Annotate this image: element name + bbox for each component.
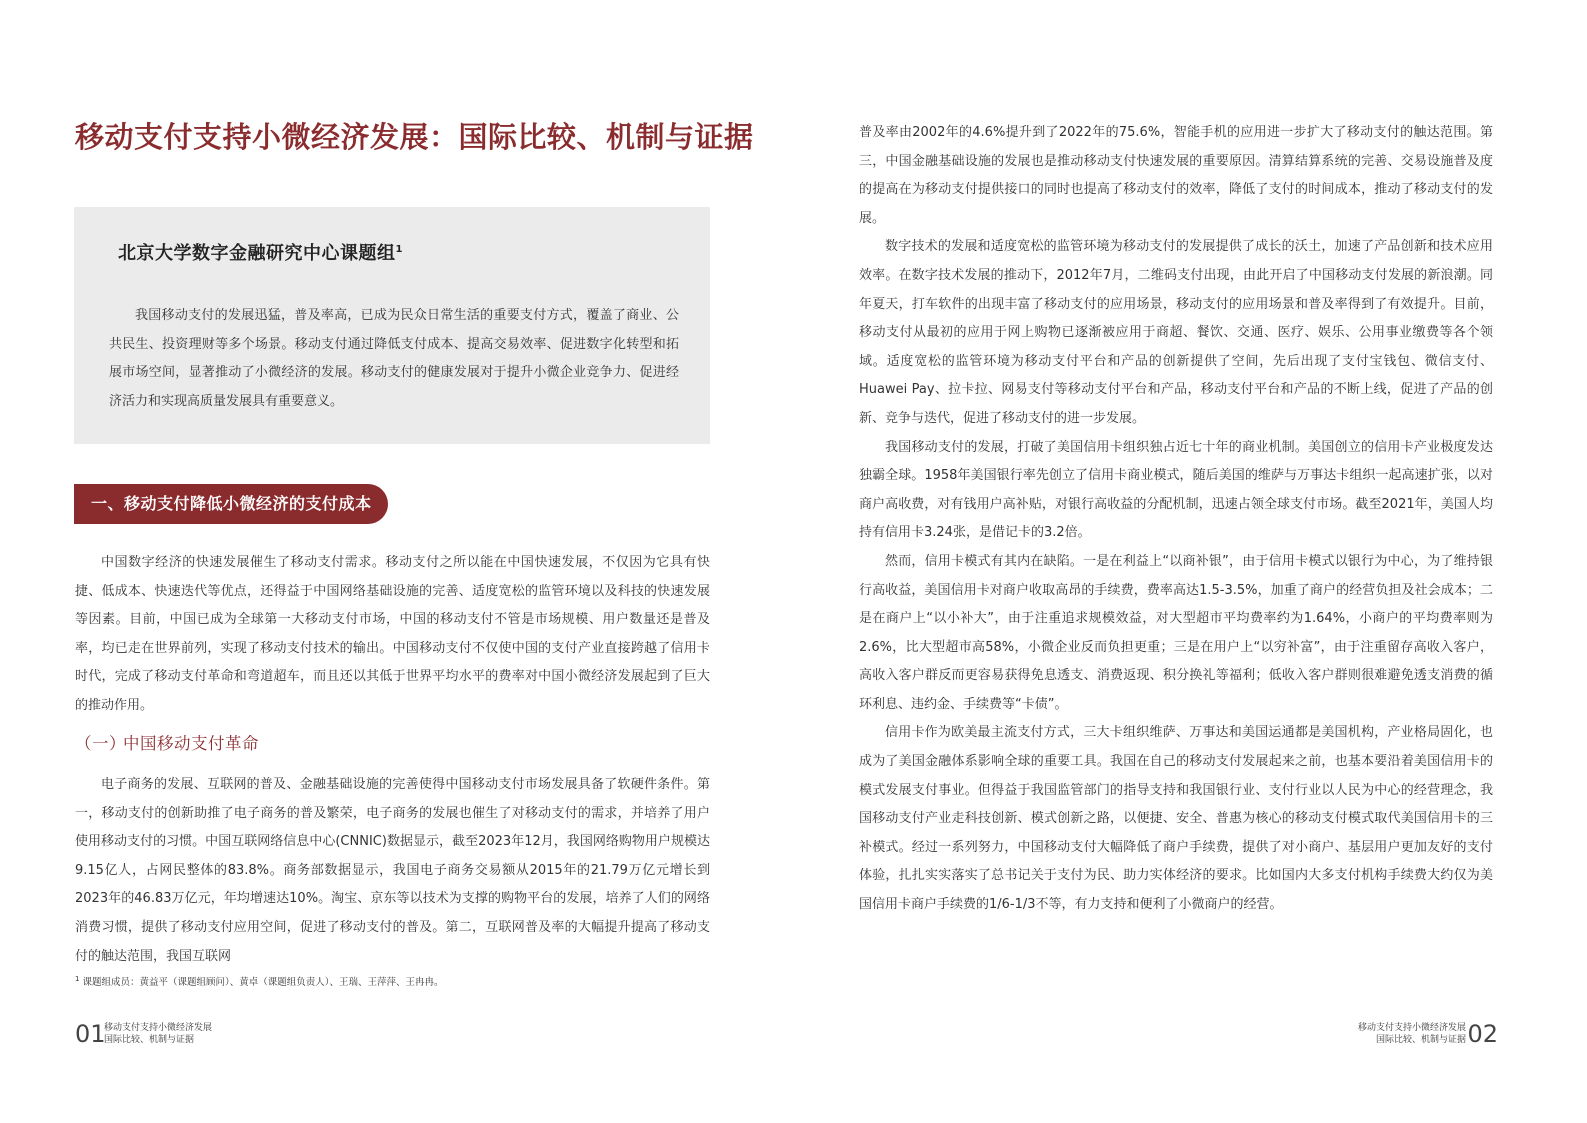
subsection-heading <box>75 730 259 754</box>
right-paragraph-1: 普及率由2002年的4.6%提升到了2022年的75.6%，智能手机的应用进一步扩大了移动支付的触达范围。第三，中国金融基础设施的发展也是推动移动支付快速发展的重要原因。清算结算系统的完善、交易设施普及度的提高在为移动支付提供接口的同时也提高了移动支付的效率，降低了支付的时间成本，推动了移动支付的发展。 <box>859 125 1493 226</box>
right-running-title-line1: 移动支付支持小微经济发展 <box>1357 1023 1466 1033</box>
right-running-title-line2: 国际比较、机制与证据 <box>1375 1035 1466 1045</box>
footnote-mark: 1 <box>75 974 80 983</box>
author-heading <box>118 239 403 265</box>
left-running-title-line2: 国际比较、机制与证据 <box>104 1035 195 1045</box>
subsection-number: （一） <box>75 734 126 753</box>
footnote-divider <box>75 966 255 967</box>
abstract-box <box>74 207 710 444</box>
right-paragraph-2: 数字技术的发展和适度宽松的监管环境为移动支付的发展提供了成长的沃土，加速了产品创新和技术应用效率。在数字技术发展的推动下，2012年7月，二维码支付出现，由此开启了中国移动支付发展的新浪潮。同年夏天，打车软件的出现丰富了移动支付的应用场景，移动支付的应用场景和普及率得到了有效提升。目前，移动支付从最初的应用于网上购物已逐渐被应用于商超、餐饮、交通、医疗、娱乐、公用事业缴费等各个领域。适度宽松的监管环境为移动支付平台和产品的创新提供了空间，先后出现了支付宝钱包、微信支付、Huawei Pay、拉卡拉、网易支付等移动支付平台和产品，移动支付平台和产品的不断上线，促进了产品的创新、竞争与迭代，促进了移动支付的进一步发展。 <box>859 239 1493 426</box>
left-page-number: 01 <box>75 1020 106 1048</box>
footnote-text: 课题组成员：黄益平（课题组顾问）、黄卓（课题组负责人）、王瑞、王萍萍、王冉冉。 <box>79 977 444 988</box>
right-paragraph-5: 信用卡作为欧美最主流支付方式，三大卡组织维萨、万事达和美国运通都是美国机构，产业格局固化，也成为了美国金融体系影响全球的重要工具。我国在自己的移动支付发展起来之前，也基本要沿着美国信用卡的模式发展支付事业。但得益于我国监管部门的指导支持和我国银行业、支付行业以人民为中心的经营理念，我国移动支付产业走科技创新、模式创新之路，以便捷、安全、普惠为核心的移动支付模式取代美国信用卡的三补模式。经过一系列努力，中国移动支付大幅降低了商户手续费，提供了对小商户、基层用户更加友好的支付体验，扎扎实实落实了总书记关于支付为民、助力实体经济的要求。比如国内大多支付机构手续费大约仅为美国信用卡商户手续费的1/6-1/3不等，有力支持和便利了小微商户的经营。 <box>859 725 1493 913</box>
right-running-title <box>1358 1022 1466 1046</box>
right-column <box>859 119 1493 920</box>
author-footnote-mark: 1 <box>395 244 403 255</box>
author-name: 北京大学数字金融研究中心课题组 <box>118 243 396 264</box>
subsection-title: 中国移动支付革命 <box>123 734 259 753</box>
footnote <box>75 974 444 988</box>
right-page-footer <box>1300 1020 1498 1050</box>
left-body-paragraph: 电子商务的发展、互联网的普及、金融基础设施的完善使得中国移动支付市场发展具备了软硬件条件。第一，移动支付的创新助推了电子商务的普及繁荣，电子商务的发展也催生了对移动支付的需求，并培养了用户使用移动支付的习惯。中国互联网络信息中心(CNNIC)数据显示，截至2023年12月，我国网络购物用户规模达9.15亿人，占网民整体的83.8%。商务部数据显示，我国电子商务交易额从2015年的21.79万亿元增长到2023年的46.83万亿元，年均增速达10%。淘宝、京东等以技术为支撑的购物平台的发展，培养了人们的网络消费习惯，提供了移动支付应用空间，促进了移动支付的普及。第二，互联网普及率的大幅提升提高了移动支付的触达范围，我国互联网 <box>75 777 710 964</box>
left-running-title <box>104 1022 212 1046</box>
section-intro-paragraph: 中国数字经济的快速发展催生了移动支付需求。移动支付之所以能在中国快速发展，不仅因为它具有快捷、低成本、快速迭代等优点，还得益于中国网络基础设施的完善、适度宽松的监管环境以及科技的快速发展等因素。目前，中国已成为全球第一大移动支付市场，中国的移动支付不管是市场规模、用户数量还是普及率，均已走在世界前列，实现了移动支付技术的输出。中国移动支付不仅使中国的支付产业直接跨越了信用卡时代，完成了移动支付革命和弯道超车，而且还以其低于世界平均水平的费率对中国小微经济发展起到了巨大的推动作用。 <box>75 555 710 713</box>
section-heading: 一、移动支付降低小微经济的支付成本 <box>74 484 388 524</box>
right-page-number: 02 <box>1467 1020 1498 1048</box>
abstract-text: 我国移动支付的发展迅猛，普及率高，已成为民众日常生活的重要支付方式，覆盖了商业、公共民生、投资理财等多个场景。移动支付通过降低支付成本、提高交易效率、促进数字化转型和拓展市场空间，显著推动了小微经济的发展。移动支付的健康发展对于提升小微企业竞争力、促进经济活力和实现高质量发展具有重要意义。 <box>109 308 679 409</box>
right-paragraph-3: 我国移动支付的发展，打破了美国信用卡组织独占近七十年的商业机制。美国创立的信用卡产业极度发达独霸全球。1958年美国银行率先创立了信用卡商业模式，随后美国的维萨与万事达卡组织一起高速扩张，以对商户高收费，对有钱用户高补贴，对银行高收益的分配机制，迅速占领全球支付市场。截至2021年，美国人均持有信用卡3.24张，是借记卡的3.2倍。 <box>859 439 1493 541</box>
page-title: 移动支付支持小微经济发展：国际比较、机制与证据 <box>75 120 754 154</box>
right-paragraph-4: 然而，信用卡模式有其内在缺陷。一是在利益上“以商补银”，由于信用卡模式以银行为中心，为了维持银行高收益，美国信用卡对商户收取高昂的手续费，费率高达1.5-3.5%，加重了商户的经营负担及社会成本；二是在商户上“以小补大”，由于注重追求规模效益，对大型超市平均费率约为1.64%，小商户的平均费率则为2.6%，比大型超市高58%，小微企业反而负担更重；三是在用户上“以穷补富”，由于注重留存高收入客户，高收入客户群反而更容易获得免息透支、消费返现、积分换礼等福利；低收入客户群则很难避免透支消费的循环利息、违约金、手续费等“卡债”。 <box>859 553 1493 712</box>
left-running-title-line1: 移动支付支持小微经济发展 <box>104 1023 213 1033</box>
